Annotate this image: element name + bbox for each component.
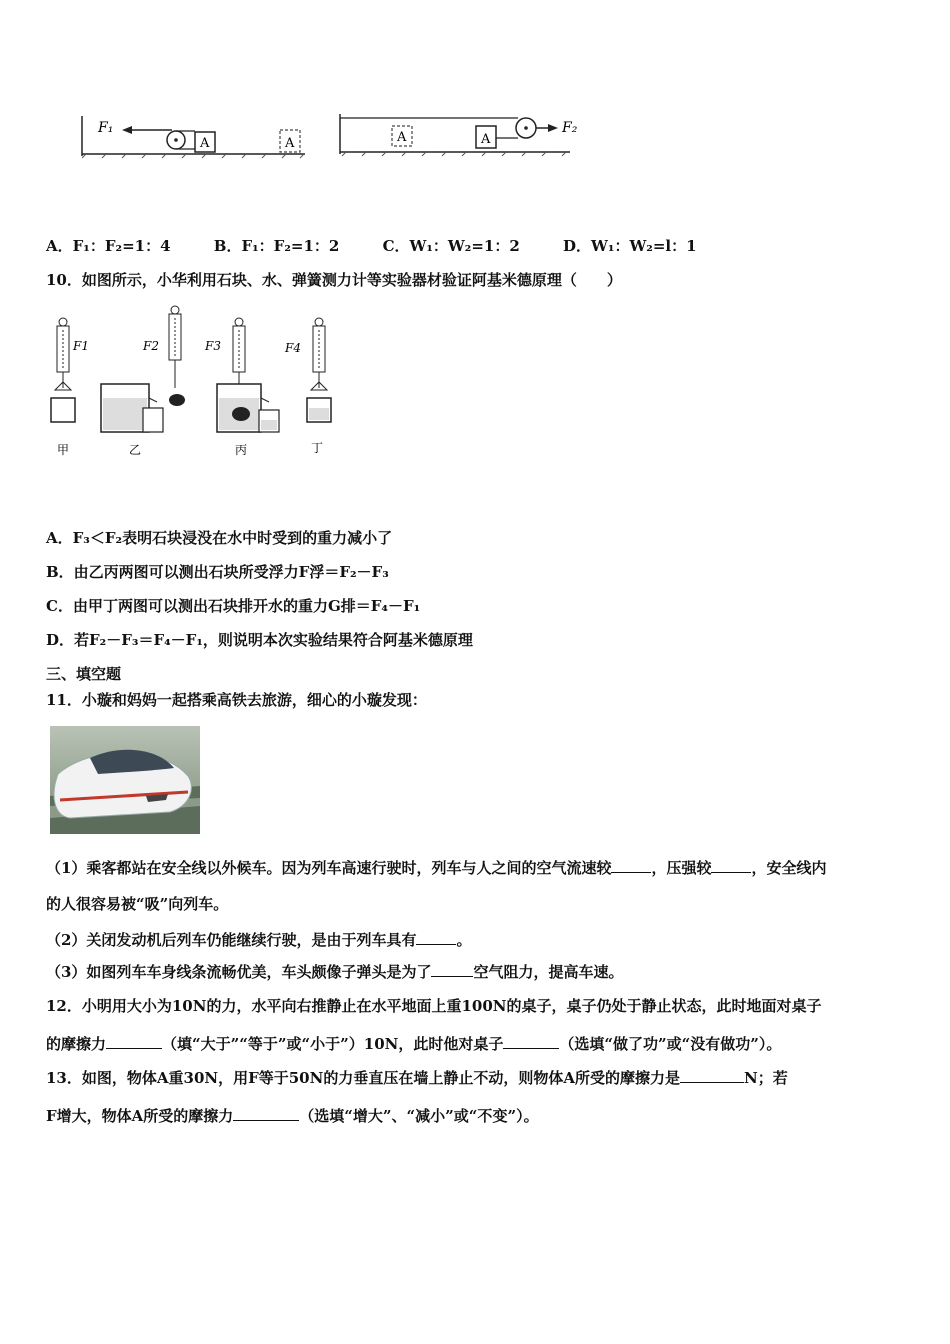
q9-block-a-dashed-right: A xyxy=(397,130,407,145)
q11-part1-line2: 的人很容易被“吸”向列车。 xyxy=(46,895,229,913)
q10-setup-ding xyxy=(284,318,331,455)
q10-figure xyxy=(45,302,345,462)
q10-option-c: C．由甲丁两图可以测出石块排开水的重力G排＝F₄－F₁ xyxy=(46,597,421,615)
q9-block-a-left: A xyxy=(200,136,210,151)
q10-f3-label: F3 xyxy=(205,339,221,353)
q12-line2: 的摩擦力 （填“大于”“等于”或“小于”）10N，此时他对桌子 （选填“做了功”或“没有做功”）。 xyxy=(46,1035,782,1053)
q13-line2: F增大，物体A所受的摩擦力 （选填“增大”、“减小”或“不变”）。 xyxy=(46,1107,539,1125)
q10-option-d: D．若F₂－F₃＝F₄－F₁，则说明本次实验结果符合阿基米德原理 xyxy=(46,631,473,649)
q10-setup-jia xyxy=(51,318,89,457)
q10-caption-jia: 甲 xyxy=(57,443,70,457)
q10-option-b: B．由乙丙两图可以测出石块所受浮力F浮＝F₂－F₃ xyxy=(46,563,389,581)
q13-blank-friction-value[interactable] xyxy=(680,1068,744,1083)
q9-option-d: D．W₁：W₂=l：1 xyxy=(563,237,697,255)
q11-blank-inertia[interactable] xyxy=(416,930,456,945)
q9-option-c: C．W₁：W₂=1：2 xyxy=(382,237,520,255)
q10-setup-yi xyxy=(101,306,185,457)
q9-block-a-dashed-left: A xyxy=(285,136,295,151)
q10-caption-ding: 丁 xyxy=(311,441,324,455)
q11-train-image xyxy=(50,726,200,834)
q10-caption-yi: 乙 xyxy=(129,443,142,457)
q9-option-b: B．F₁：F₂=1：2 xyxy=(213,237,340,255)
q11-part3: （3）如图列车车身线条流畅优美，车头颇像子弹头是为了 空气阻力，提高车速。 xyxy=(46,963,624,981)
q13-line1: 13．如图，物体A重30N，用F等于50N的力垂直压在墙上静止不动，则物体A所受的摩擦力是 N；若 xyxy=(46,1069,788,1087)
q11-blank-speed[interactable] xyxy=(611,858,651,873)
q9-block-a-right: A xyxy=(481,132,491,147)
q10-f1-label: F1 xyxy=(73,339,89,353)
q9-right-diagram xyxy=(340,114,578,156)
q9-left-diagram xyxy=(82,116,305,158)
q12-blank-friction[interactable] xyxy=(106,1034,162,1049)
section-title: 三、填空题 xyxy=(46,665,122,683)
q11-part2: （2）关闭发动机后列车仍能继续行驶，是由于列车具有 。 xyxy=(46,931,472,949)
q11-blank-resistance[interactable] xyxy=(431,962,473,977)
q11-blank-pressure[interactable] xyxy=(711,858,751,873)
q10-f4-label: F4 xyxy=(285,341,301,355)
q10-caption-bing: 丙 xyxy=(235,443,248,457)
q9-option-a: A．F₁：F₂=1：4 xyxy=(46,237,171,255)
q11-stem: 11．小璇和妈妈一起搭乘高铁去旅游，细心的小璇发现： xyxy=(46,691,427,709)
q9-f2-label: F₂ xyxy=(562,120,578,136)
q13-blank-friction-change[interactable] xyxy=(233,1106,299,1121)
q10-stem: 10．如图所示，小华利用石块、水、弹簧测力计等实验器材验证阿基米德原理（ ） xyxy=(46,271,622,289)
q10-f2-label: F2 xyxy=(143,339,159,353)
q10-option-a: A．F₃＜F₂表明石块浸没在水中时受到的重力减小了 xyxy=(46,529,393,547)
q12-blank-work[interactable] xyxy=(503,1034,559,1049)
q9-options xyxy=(46,236,735,256)
q12-line1: 12．小明用大小为10N的力，水平向右推静止在水平地面上重100N的桌子，桌子仍处于静止状态，此时地面对桌子 xyxy=(46,997,822,1015)
q11-part1-line1: （1）乘客都站在安全线以外候车。因为列车高速行驶时，列车与人之间的空气流速较 ，压强较 ，安全线内 xyxy=(46,859,827,877)
q9-f1-label: F₁ xyxy=(98,120,114,136)
q10-setup-bing xyxy=(204,318,279,457)
q9-figure xyxy=(70,108,590,164)
